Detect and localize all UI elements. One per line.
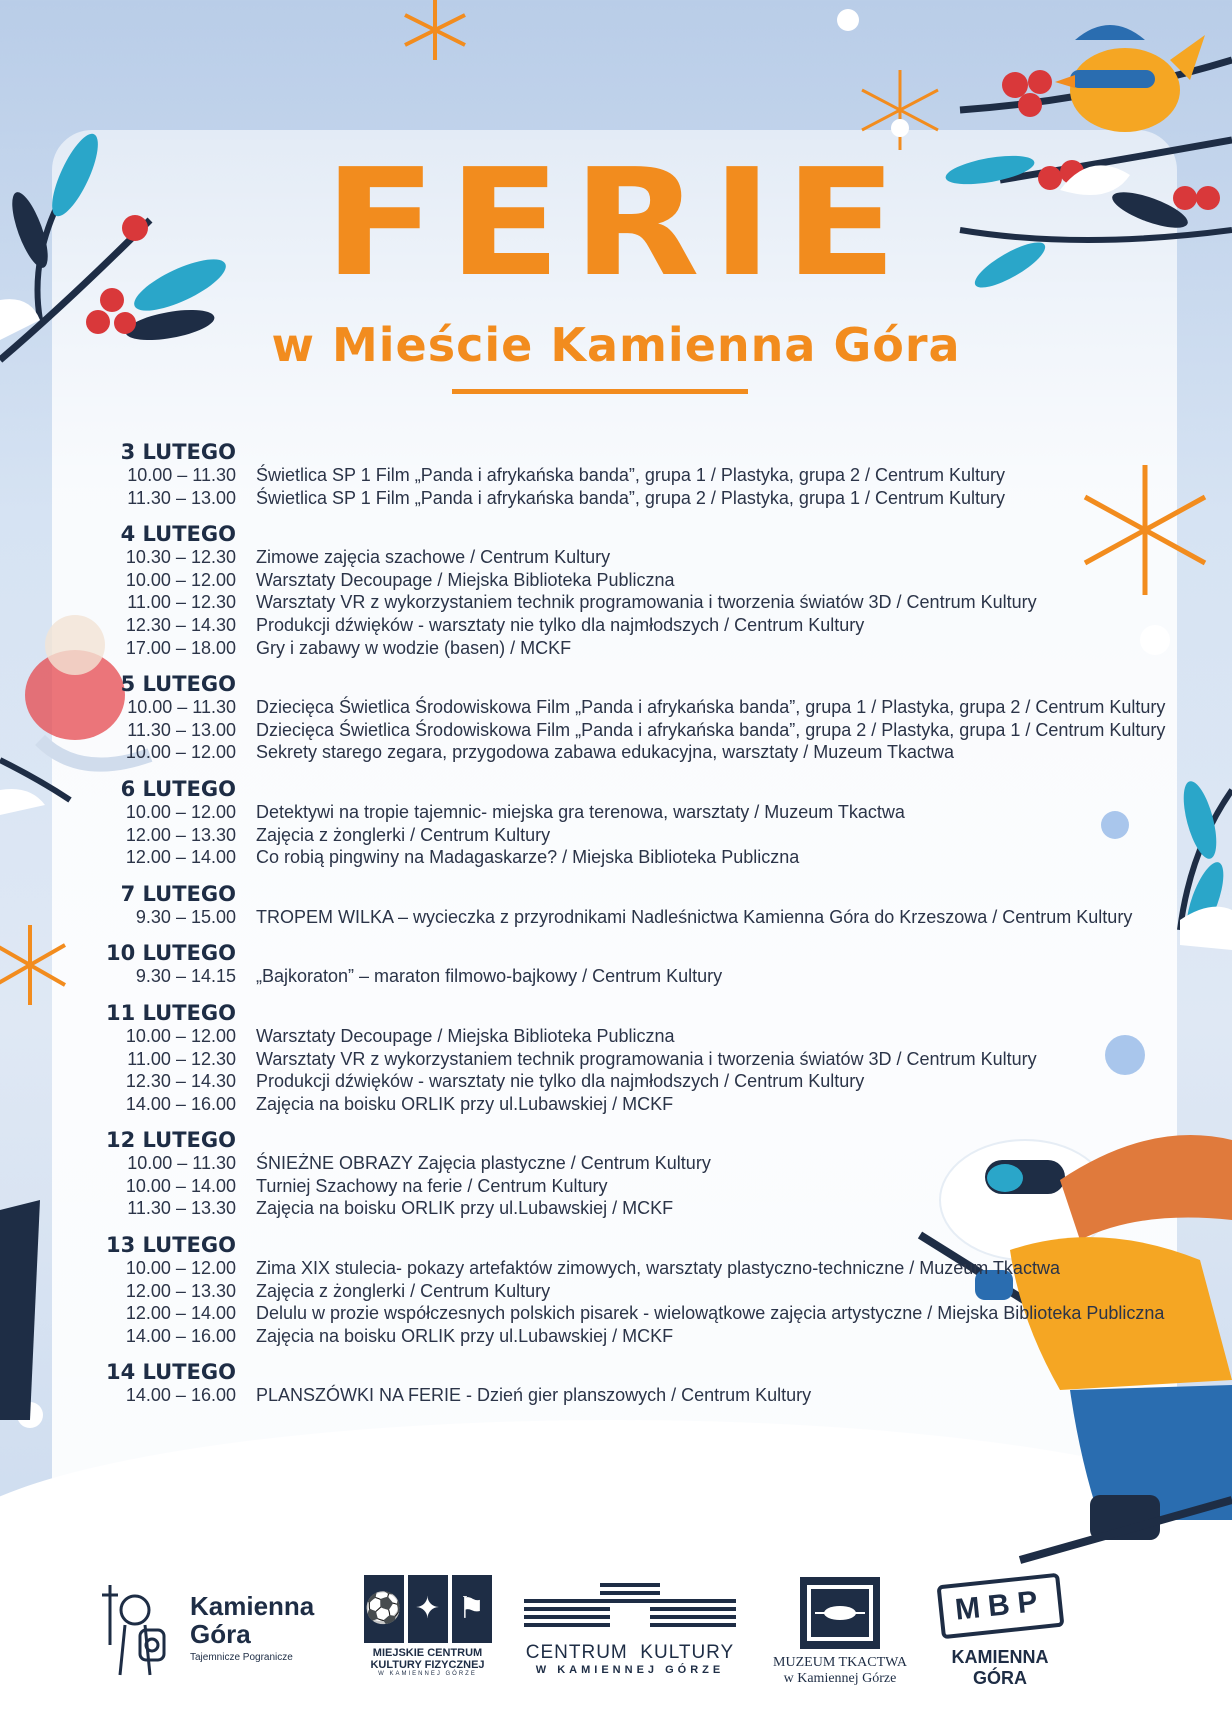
- mckf-line3: W KAMIENNEJ GÓRZE: [378, 1671, 477, 1677]
- event-time: 10.00 – 12.00: [125, 801, 236, 822]
- event-description: Dziecięca Świetlica Środowiskowa Film „Panda i afrykańska banda”, grupa 2 / Plastyka, grupa 1 / Centrum Kultury: [256, 719, 1166, 740]
- event-row: [90, 614, 1150, 637]
- event-time: 11.30 – 13.30: [127, 1198, 236, 1219]
- event-time: 12.00 – 13.30: [125, 824, 236, 845]
- event-time: 10.00 – 12.00: [125, 742, 236, 763]
- event-description: PLANSZÓWKI NA FERIE - Dzień gier planszowych / Centrum Kultury: [256, 1385, 812, 1406]
- event-description: Co robią pingwiny na Madagaskarze? / Miejska Biblioteka Publiczna: [256, 847, 800, 868]
- mckf-icon: ⚽ ✦ ⚑: [360, 1575, 495, 1643]
- event-row: [90, 846, 1150, 869]
- event-description: ŚNIEŻNE OBRAZY Zajęcia plastyczne / Centrum Kultury: [256, 1153, 711, 1174]
- page-title: FERIE: [323, 137, 909, 309]
- day-date: 7 LUTEGO: [120, 881, 236, 906]
- event-row: [90, 591, 1150, 614]
- day-block: [90, 672, 1166, 764]
- event-description: Gry i zabawy w wodzie (basen) / MCKF: [256, 637, 572, 658]
- event-description: Świetlica SP 1 Film „Panda i afrykańska banda”, grupa 1 / Plastyka, grupa 2 / Centrum Kultury: [256, 465, 1006, 485]
- day-date: 12 LUTEGO: [106, 1128, 236, 1153]
- loom-icon: [795, 1575, 885, 1650]
- day-date: 13 LUTEGO: [106, 1233, 236, 1258]
- snowflake-top-icon: [405, 0, 465, 60]
- event-time: 12.00 – 14.00: [125, 847, 236, 868]
- event-row: [90, 487, 1150, 510]
- day-block: [90, 522, 1150, 659]
- event-description: Zajęcia z żonglerki / Centrum Kultury: [256, 824, 551, 845]
- mckf-line2: KULTURY FIZYCZNEJ: [370, 1659, 485, 1671]
- day-block: [90, 882, 1150, 929]
- ck-line1: CENTRUM KULTURY: [525, 1642, 735, 1663]
- bird-icon: [1055, 25, 1205, 132]
- mbp-name: KAMIENNA GÓRA: [951, 1647, 1049, 1688]
- event-description: TROPEM WILKA – wycieczka z przyrodnikami Nadleśnictwa Kamienna Góra do Krzeszowa / Centrum Kultury: [256, 906, 1133, 927]
- muzeum-line2: w Kamiennej Górze: [783, 1671, 897, 1686]
- event-description: Zima XIX stulecia- pokazy artefaktów zimowych, warsztaty plastyczno-techniczne / Muzeum Tkactwa: [256, 1258, 1060, 1279]
- event-time: 17.00 – 18.00: [125, 637, 236, 658]
- event-time: 10.00 – 14.00: [125, 1175, 236, 1196]
- event-time: 11.00 – 12.30: [127, 592, 236, 613]
- event-time: 10.00 – 11.30: [127, 697, 236, 718]
- event-time: 11.00 – 12.30: [127, 1048, 236, 1069]
- event-row: [90, 1152, 1150, 1175]
- event-row: [90, 637, 1150, 660]
- event-row: [90, 1384, 1150, 1407]
- event-time: 11.30 – 13.00: [127, 487, 236, 508]
- day-date: 11 LUTEGO: [106, 1000, 236, 1025]
- page-subtitle: w Mieście Kamienna Góra: [271, 318, 961, 372]
- event-time: 14.00 – 16.00: [125, 1385, 236, 1406]
- event-row: [90, 824, 1150, 847]
- event-row: [90, 1325, 1150, 1348]
- kamienna-line1: Kamienna: [190, 1591, 315, 1621]
- day-date: 5 LUTEGO: [120, 672, 236, 697]
- logo-kamienna-gora: [90, 1575, 340, 1685]
- event-time: 14.00 – 16.00: [125, 1093, 236, 1114]
- event-row: [90, 801, 1150, 824]
- event-time: 10.00 – 11.30: [127, 1153, 236, 1174]
- branch-left-lower-icon: [0, 760, 70, 1420]
- day-date: 6 LUTEGO: [120, 776, 236, 801]
- day-block: [90, 1128, 1150, 1220]
- event-row: [90, 546, 1150, 569]
- schedule: [90, 440, 1166, 1420]
- day-block: [90, 1360, 1150, 1407]
- event-row: [90, 1197, 1150, 1220]
- event-row: [90, 1048, 1150, 1071]
- kamienna-line2: Góra: [190, 1619, 251, 1649]
- event-time: 10.00 – 11.30: [127, 465, 236, 485]
- day-date: 4 LUTEGO: [120, 522, 236, 547]
- event-description: Delulu w prozie współczesnych polskich pisarek - wielowątkowe zajęcia artystyczne / Miejska Biblioteka Publiczna: [256, 1303, 1165, 1324]
- event-row: [90, 696, 1166, 719]
- event-row: [90, 1257, 1150, 1280]
- ck-line2: W KAMIENNEJ GÓRZE: [535, 1664, 725, 1676]
- knight-icon: [90, 1575, 170, 1685]
- event-description: Warsztaty VR z wykorzystaniem technik programowania i tworzenia światów 3D / Centrum Kultury: [256, 1048, 1037, 1069]
- event-description: Warsztaty Decoupage / Miejska Biblioteka Publiczna: [256, 569, 675, 590]
- day-date: 3 LUTEGO: [120, 440, 236, 464]
- event-row: [90, 1070, 1150, 1093]
- event-description: Świetlica SP 1 Film „Panda i afrykańska banda”, grupa 2 / Plastyka, grupa 1 / Centrum Kultury: [256, 487, 1006, 508]
- title-underline: [452, 389, 748, 394]
- kamienna-tagline: Tajemnicze Pogranicze: [190, 1652, 293, 1663]
- logo-mbp: [935, 1575, 1065, 1688]
- muzeum-line1: MUZEUM TKACTWA: [773, 1655, 907, 1670]
- day-block: [90, 777, 1150, 869]
- event-time: 12.30 – 14.30: [125, 1071, 236, 1092]
- event-description: Detektywi na tropie tajemnic- miejska gra terenowa, warsztaty / Muzeum Tkactwa: [256, 801, 905, 822]
- day-date: 10 LUTEGO: [106, 941, 236, 966]
- event-description: Zajęcia z żonglerki / Centrum Kultury: [256, 1280, 551, 1301]
- event-row: [90, 1025, 1150, 1048]
- event-row: [90, 464, 1150, 487]
- day-block: [90, 1233, 1165, 1347]
- event-row: [90, 1280, 1150, 1303]
- event-description: Produkcji dźwięków - warsztaty nie tylko dla najmłodszych / Centrum Kultury: [256, 614, 865, 635]
- event-description: Zajęcia na boisku ORLIK przy ul.Lubawskiej / MCKF: [256, 1093, 674, 1114]
- event-description: „Bajkoraton” – maraton filmowo-bajkowy / Centrum Kultury: [256, 966, 723, 987]
- event-row: [90, 1302, 1165, 1325]
- event-row: [90, 1093, 1150, 1116]
- event-time: 9.30 – 15.00: [135, 906, 236, 927]
- mbp-books-icon: MBP: [936, 1573, 1064, 1640]
- event-time: 11.30 – 13.00: [127, 719, 236, 740]
- event-description: Dziecięca Świetlica Środowiskowa Film „Panda i afrykańska banda”, grupa 1 / Plastyka, grupa 2 / Centrum Kultury: [256, 697, 1166, 718]
- event-time: 10.00 – 12.00: [125, 1025, 236, 1046]
- event-description: Turniej Szachowy na ferie / Centrum Kultury: [256, 1175, 608, 1196]
- event-description: Zajęcia na boisku ORLIK przy ul.Lubawskiej / MCKF: [256, 1325, 674, 1346]
- day-block: [90, 941, 1150, 988]
- event-time: 14.00 – 16.00: [125, 1325, 236, 1346]
- event-row: [90, 1175, 1150, 1198]
- day-date: 14 LUTEGO: [106, 1360, 236, 1385]
- snowflake-left-icon: [0, 925, 65, 1005]
- event-time: 12.00 – 14.00: [125, 1303, 236, 1324]
- event-description: Zimowe zajęcia szachowe / Centrum Kultury: [256, 547, 611, 568]
- event-description: Produkcji dźwięków - warsztaty nie tylko dla najmłodszych / Centrum Kultury: [256, 1071, 865, 1092]
- logo-centrum-kultury: [520, 1575, 740, 1685]
- event-time: 10.00 – 12.00: [125, 1258, 236, 1279]
- event-row: [90, 906, 1150, 929]
- event-time: 12.30 – 14.30: [125, 614, 236, 635]
- branch-right-side-icon: [1177, 778, 1232, 950]
- event-description: Warsztaty Decoupage / Miejska Biblioteka Publiczna: [256, 1025, 675, 1046]
- event-row: [90, 741, 1150, 764]
- event-time: 9.30 – 14.15: [135, 966, 236, 987]
- event-row: [90, 965, 1150, 988]
- event-row: [90, 569, 1150, 592]
- logo-muzeum-tkactwa: [765, 1575, 915, 1685]
- logo-mckf: [360, 1575, 495, 1685]
- event-description: Warsztaty VR z wykorzystaniem technik programowania i tworzenia światów 3D / Centrum Kultury: [256, 592, 1037, 613]
- day-block: [90, 440, 1150, 509]
- event-time: 10.30 – 12.30: [125, 547, 236, 568]
- event-row: [90, 719, 1166, 742]
- event-description: Zajęcia na boisku ORLIK przy ul.Lubawskiej / MCKF: [256, 1198, 674, 1219]
- event-time: 10.00 – 12.00: [125, 569, 236, 590]
- event-description: Sekrety starego zegara, przygodowa zabawa edukacyjna, warsztaty / Muzeum Tkactwa: [256, 742, 955, 763]
- event-time: 12.00 – 13.30: [125, 1280, 236, 1301]
- ck-building-icon: [520, 1575, 740, 1635]
- mckf-line1: MIEJSKIE CENTRUM: [372, 1647, 483, 1659]
- day-block: [90, 1001, 1150, 1115]
